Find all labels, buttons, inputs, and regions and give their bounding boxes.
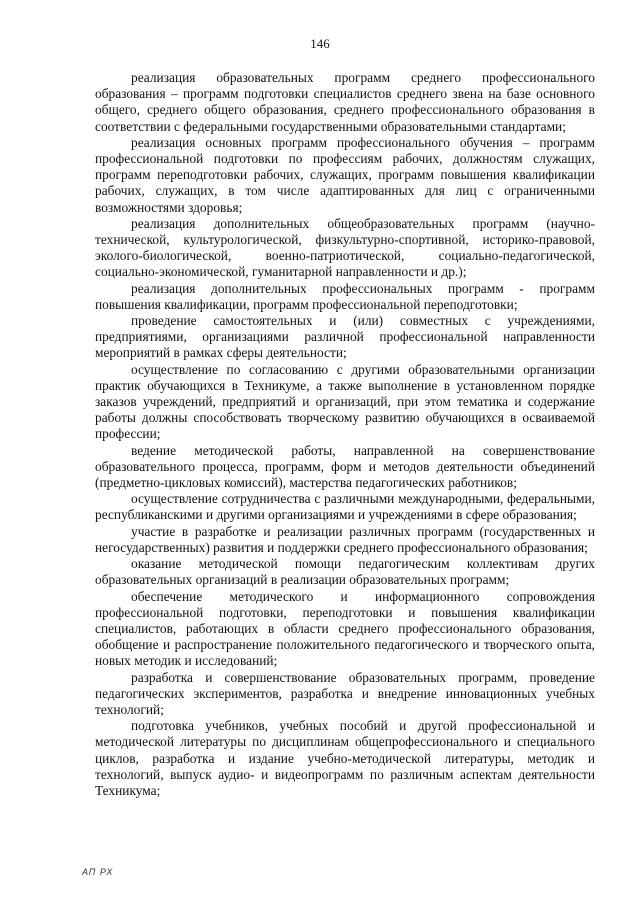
paragraph: проведение самостоятельных и (или) совместных с учреждениями, предприятиями, организациями различной профессиональной направленности мероприятий в рамках сферы деятельности; — [95, 313, 595, 361]
paragraph: реализация образовательных программ среднего профессионального образования – программ подготовки специалистов среднего звена на базе основного общего, среднего общего образования, среднего профессионального образования в соответствии с федеральными государственными образовательными стандартами; — [95, 70, 595, 134]
paragraph: осуществление сотрудничества с различными международными, федеральными, республиканскими и другими организациями и учреждениями в сфере образования; — [95, 491, 595, 523]
paragraph: подготовка учебников, учебных пособий и другой профессиональной и методической литературы по дисциплинам общепрофессионального и специального циклов, разработка и издание учебно-методической литературы, методик и технологий, выпуск аудио- и видеопрограмм по различным аспектам деятельности Техникума; — [95, 718, 595, 798]
paragraph: ведение методической работы, направленной на совершенствование образовательного процесса, программ, форм и методов деятельности объединений (предметно-цикловых комиссий), мастерства педагогических работников; — [95, 442, 595, 491]
paragraph: реализация дополнительных общеобразовательных программ (научно-технической, культурологической, физкультурно-спортивной, историко-правовой, эколого-биологической, военно-патриотической, социально-педагогической, социально-экономической, гуманитарной направленности и др.); — [95, 215, 595, 280]
paragraph: обеспечение методического и информационного сопровождения профессиональной подготовки, переподготовки и повышения квалификации специалистов, работающих в области среднего профессионального образования, обобщение и распространение положительного педагогического и творческого опыта, новых методик и исследований; — [95, 588, 595, 669]
paragraph: разработка и совершенствование образовательных программ, проведение педагогических экспериментов, разработка и внедрение инновационных учебных технологий; — [95, 669, 595, 717]
page-number: 146 — [310, 36, 330, 51]
footer-mark: АП РХ — [82, 867, 114, 877]
body-text — [95, 70, 595, 799]
paragraph: реализация основных программ профессионального обучения – программ профессиональной подготовки по профессиям рабочих, должностям служащих, программ переподготовки рабочих, служащих, программ повышения квалификации рабочих, служащих, в том числе адаптированных для лиц с ограниченными возможностями здоровья; — [95, 134, 595, 215]
paragraph: участие в разработке и реализации различных программ (государственных и негосударственных) развития и поддержки среднего профессионального образования; — [95, 523, 595, 555]
paragraph: оказание методической помощи педагогическим коллективам других образовательных организаций в реализации образовательных программ; — [95, 556, 595, 588]
paragraph: осуществление по согласованию с другими образовательными организации практик обучающихся в Техникуме, а также выполнение в установленном порядке заказов учреждений, предприятий и организаций, при этом тематика и содержание работы должны способствовать творческому развитию обучающихся в осваиваемой профессии; — [95, 361, 595, 442]
paragraph: реализация дополнительных профессиональных программ - программ повышения квалификации, программ профессиональной переподготовки; — [95, 280, 595, 312]
